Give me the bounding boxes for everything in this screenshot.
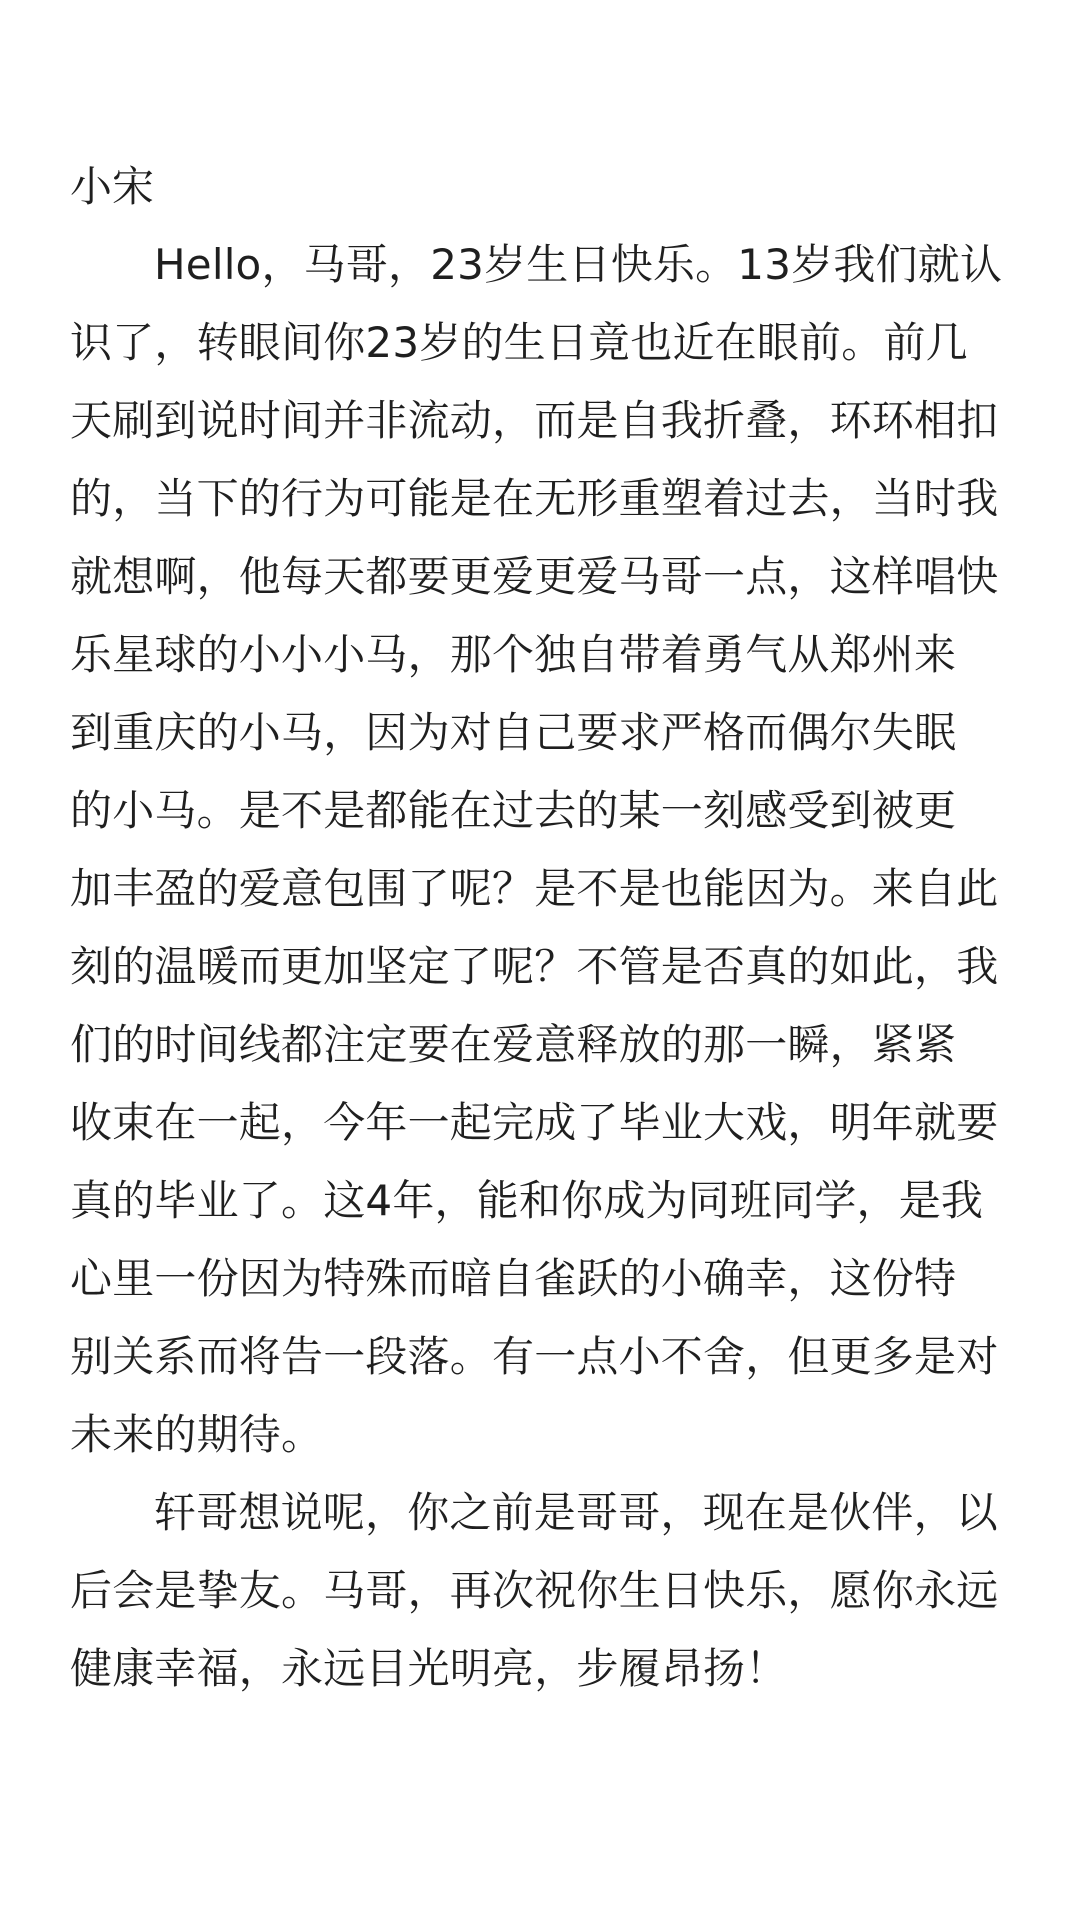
paragraph-1 [70, 226, 1020, 1474]
paragraph-1-line-4: 的，当下的行为可能是在无形重塑着过去，当时我 [70, 474, 999, 523]
paragraph-1-line-15: 别关系而将告一段落。有一点小不舍，但更多是对 [70, 1332, 999, 1381]
paragraph-1-line-10: 刻的温暖而更加坚定了呢？不管是否真的如此，我 [70, 942, 999, 991]
paragraph-1-line-3: 天刷到说时间并非流动，而是自我折叠，环环相扣 [70, 396, 999, 445]
paragraph-1-line-12: 收束在一起，今年一起完成了毕业大戏，明年就要 [70, 1098, 999, 1147]
paragraph-1-line-6: 乐星球的小小小马，那个独自带着勇气从郑州来 [70, 630, 957, 679]
salutation: 小宋 [70, 162, 155, 211]
paragraph-2-line-3: 健康幸福，永远目光明亮，步履昂扬！ [70, 1644, 788, 1693]
paragraph-2-line-2: 后会是挚友。马哥，再次祝你生日快乐，愿你永远 [70, 1566, 999, 1615]
paragraph-2-line-1: 轩哥想说呢，你之前是哥哥，现在是伙伴，以 [154, 1488, 999, 1537]
paragraph-1-line-9: 加丰盈的爱意包围了呢？是不是也能因为。来自此 [70, 864, 999, 913]
paragraph-1-line-1: Hello，马哥，23岁生日快乐。13岁我们就认 [154, 240, 1003, 289]
paragraph-1-line-14: 心里一份因为特殊而暗自雀跃的小确幸，这份特 [70, 1254, 957, 1303]
paragraph-1-line-7: 到重庆的小马，因为对自己要求严格而偶尔失眠 [70, 708, 957, 757]
paragraph-1-line-2: 识了，转眼间你23岁的生日竟也近在眼前。前几 [70, 318, 968, 367]
paragraph-1-line-16: 未来的期待。 [70, 1410, 324, 1459]
paragraph-1-line-8: 的小马。是不是都能在过去的某一刻感受到被更 [70, 786, 957, 835]
paragraph-2 [70, 1474, 1020, 1708]
paragraph-1-line-5: 就想啊，他每天都要更爱更爱马哥一点，这样唱快 [70, 552, 999, 601]
paragraph-1-line-11: 们的时间线都注定要在爱意释放的那一瞬，紧紧 [70, 1020, 957, 1069]
paragraph-1-line-13: 真的毕业了。这4年，能和你成为同班同学，是我 [70, 1176, 984, 1225]
letter-document [70, 148, 1020, 1708]
